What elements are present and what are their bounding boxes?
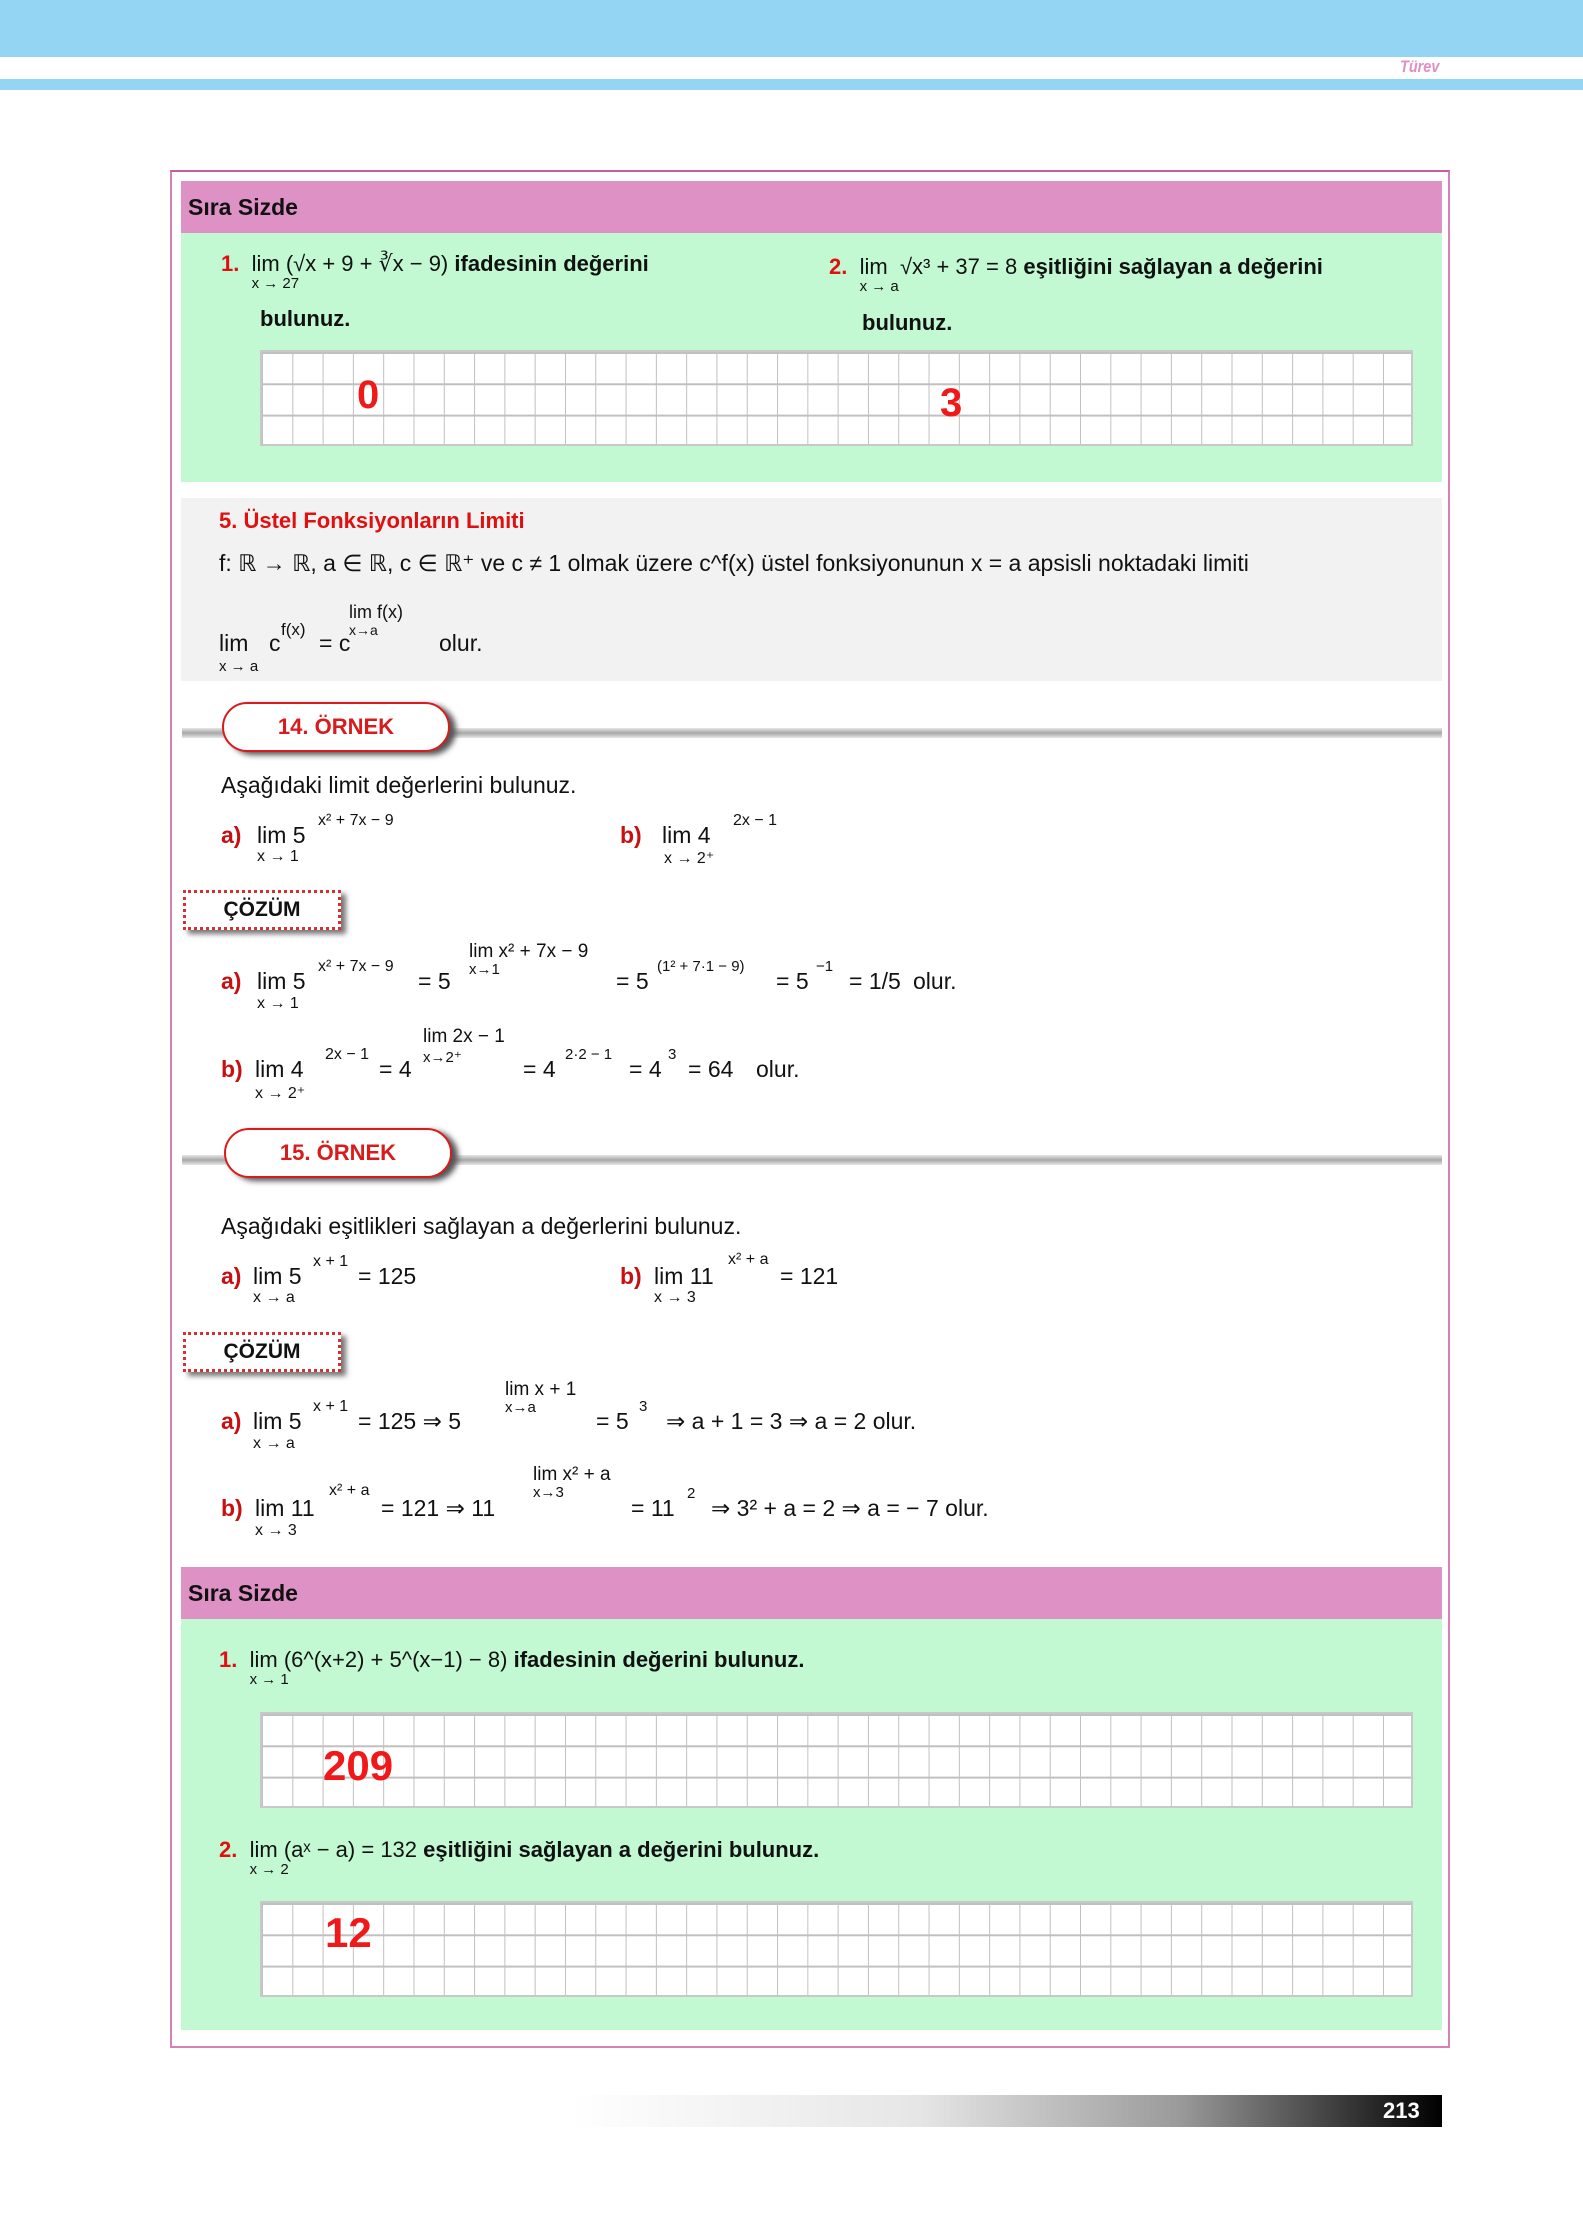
- solution-14-b: b) lim 4 2x − 1 x → 2⁺ = 4 lim 2x − 1 x→2⁺ = 4 2·2 − 1 = 4 3 = 64 olur.: [221, 1026, 800, 1102]
- example-14-prompt: Aşağıdaki limit değerlerini bulunuz.: [221, 772, 577, 798]
- sira-sizde-body: [181, 233, 1442, 482]
- chapter-title: Türev: [1400, 57, 1440, 76]
- lim-operator: lim x → a: [859, 254, 899, 295]
- sira-sizde-box-1: [181, 181, 1442, 482]
- example-15-a: a) lim 5 x + 1 = 125 x → a: [221, 1253, 417, 1306]
- sira-sizde-box-2: [181, 1567, 1442, 2030]
- example-14-badge: 14. ÖRNEK: [222, 702, 450, 752]
- solution-badge-15: ÇÖZÜM: [183, 1332, 341, 1372]
- lim-operator: lim x → 2: [249, 1837, 289, 1878]
- answer-grid-2[interactable]: [260, 1901, 1413, 1997]
- answer-grid-1[interactable]: [260, 1712, 1413, 1808]
- expression: (aˣ − a) = 132: [283, 1837, 418, 1862]
- example-14-b: b) lim 4 2x − 1 x → 2⁺: [620, 812, 778, 867]
- question-text: ifadesinin değerini: [454, 251, 649, 276]
- example-14-a: a) lim 5 x² + 7x − 9 x → 1: [221, 812, 394, 865]
- solution-badge-14: ÇÖZÜM: [183, 890, 341, 930]
- question-1: [221, 251, 649, 292]
- sira-sizde-title: Sıra Sizde: [181, 181, 1442, 233]
- info-title: 5. Üstel Fonksiyonların Limiti: [219, 508, 525, 533]
- page-number: 213: [1383, 2098, 1420, 2123]
- solution-15-a: a) lim 5 x + 1 x → a = 125 ⇒ 5 lim x + 1 x→a = 5 3 ⇒ a + 1 = 3 ⇒ a = 2 olur.: [221, 1379, 917, 1452]
- example-15-badge: 15. ÖRNEK: [224, 1128, 452, 1178]
- question-2: [829, 254, 1323, 295]
- header-band-white: [0, 57, 1583, 79]
- lim-operator: lim x → 27: [251, 251, 300, 292]
- question-text: eşitliğini sağlayan a değerini bulunuz.: [423, 1837, 820, 1862]
- question-1: [219, 1647, 805, 1688]
- info-formula: lim x → a c f(x) = c lim f(x) x→a olur.: [219, 602, 483, 675]
- lim-operator: lim x → 1: [249, 1647, 289, 1688]
- info-definition: f: ℝ → ℝ, a ∈ ℝ, c ∈ ℝ⁺ ve c ≠ 1 olmak üzere c^f(x) üstel fonksiyonunun x = a apsisli noktadaki limiti: [219, 550, 1249, 576]
- header-band-top: [0, 0, 1583, 57]
- sira-sizde-body: [181, 1619, 1442, 2030]
- question-text-cont: bulunuz.: [260, 306, 351, 331]
- sira-sizde-title: Sıra Sizde: [181, 1567, 1442, 1619]
- answer-value-1: 209: [323, 1742, 394, 1789]
- example-15-b: b) lim 11 x² + a = 121 x → 3: [620, 1251, 839, 1306]
- question-2: [219, 1837, 820, 1878]
- solution-14-a: a) lim 5 x² + 7x − 9 x → 1 = 5 lim x² + 7x − 9 x→1 = 5 (1² + 7·1 − 9) = 5 −1 = 1/5 olur.: [221, 941, 957, 1012]
- expression: √x³ + 37 = 8: [899, 254, 1018, 279]
- question-number: 2.: [219, 1837, 238, 1862]
- question-number: 1.: [221, 251, 240, 276]
- question-number: 2.: [829, 254, 848, 279]
- question-text-cont: bulunuz.: [862, 310, 953, 335]
- expression: (√x + 9 + ∛x − 9): [285, 251, 449, 276]
- question-number: 1.: [219, 1647, 238, 1672]
- answer-value-2: 3: [940, 381, 963, 425]
- solution-15-b: b) lim 11 x² + a x → 3 = 121 ⇒ 11 lim x² + a x→3 = 11 2 ⇒ 3² + a = 2 ⇒ a = − 7 olur.: [221, 1464, 989, 1539]
- answer-value-2: 12: [325, 1909, 372, 1956]
- answer-value-1: 0: [357, 373, 380, 417]
- question-text: ifadesinin değerini bulunuz.: [513, 1647, 805, 1672]
- page-number-bar: [570, 2095, 1442, 2127]
- answer-grid-1[interactable]: [260, 350, 1413, 446]
- expression: (6^(x+2) + 5^(x−1) − 8): [283, 1647, 508, 1672]
- header-band-bottom: [0, 79, 1583, 90]
- info-box: [181, 498, 1442, 681]
- question-text: eşitliğini sağlayan a değerini: [1023, 254, 1323, 279]
- example-15-prompt: Aşağıdaki eşitlikleri sağlayan a değerlerini bulunuz.: [221, 1213, 742, 1239]
